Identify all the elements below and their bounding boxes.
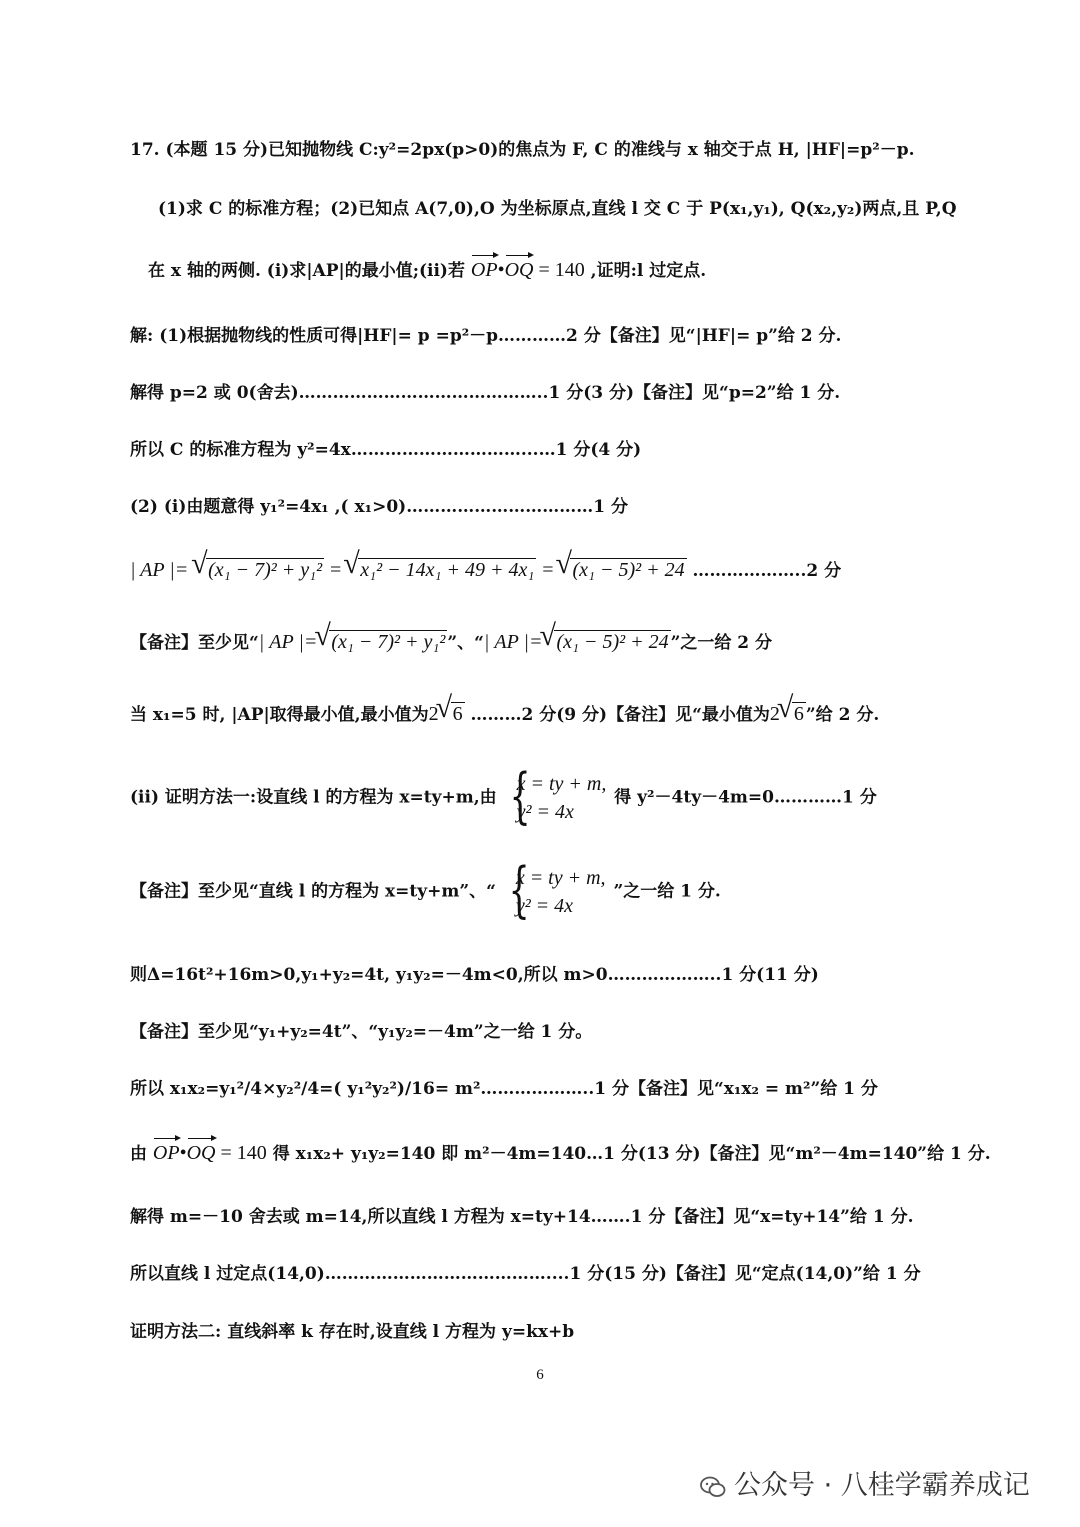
remark-line-prefix: 【备注】至少见“直线 l 的方程为 x=ty+m”、“ bbox=[130, 881, 496, 902]
dot-operator: • bbox=[497, 259, 505, 281]
solution-step-dot-product bbox=[130, 1141, 991, 1166]
min-value-prefix: 当 x₁=5 时, |AP|取得最小值,最小值为 bbox=[130, 705, 429, 725]
solution-step-delta: 则Δ=16t²+16m>0,y₁+y₂=4t, y₁y₂=－4m<0,所以 m>0………………..1 分(11 分) bbox=[130, 965, 819, 985]
method-one bbox=[130, 770, 877, 826]
problem-line-1: 17. (本题 15 分)已知抛物线 C:y²=2px(p>0)的焦点为 F, C 的准线与 x 轴交于点 H, |HF|=p²－p. bbox=[130, 140, 915, 160]
sqrt-expression-1: √ (x₁ − 7)² + y₁² bbox=[194, 558, 324, 582]
min-value-coefficient: 2 bbox=[769, 703, 780, 725]
method-two: 证明方法二: 直线斜率 k 存在时,设直线 l 方程为 y=kx+b bbox=[130, 1322, 575, 1342]
ap-score: ………………..2 分 bbox=[692, 561, 842, 581]
solution-step-m: 解得 m=－10 舍去或 m=14,所以直线 l 方程为 x=ty+14…….1 分【备注】见“x=ty+14”给 1 分. bbox=[130, 1207, 914, 1227]
system-row-2: y² = 4x bbox=[515, 895, 574, 917]
sqrt-expression-3: √ (x₁ − 5)² + 24 bbox=[542, 630, 670, 654]
method-one-prefix: (ii) 证明方法一:设直线 l 的方程为 x=ty+m,由 bbox=[130, 787, 497, 808]
method-one-suffix: 得 y²－4ty－4m=0…………1 分 bbox=[614, 787, 877, 808]
remark-ap-prefix: 【备注】至少见“ bbox=[130, 633, 259, 653]
sqrt-expression-1: √ (x₁ − 7)² + y₁² bbox=[317, 630, 447, 654]
min-value-suffix: ”给 2 分. bbox=[805, 705, 880, 725]
problem-line-3 bbox=[148, 258, 706, 283]
remark-ap-suffix: ”之一给 2 分 bbox=[670, 633, 773, 653]
solution-step-4: (2) (i)由题意得 y₁²=4x₁ ,( x₁>0)……………………………1 分 bbox=[130, 497, 628, 517]
vector-oq: OQ bbox=[504, 259, 534, 281]
equals-sign: = bbox=[542, 559, 559, 581]
dot-product-prefix: 由 bbox=[130, 1144, 147, 1164]
solution-step-1: 解: (1)根据抛物线的性质可得|HF|= p =p²－p…………2 分【备注】见“|HF|= p”给 2 分. bbox=[130, 326, 842, 346]
page-number: 6 bbox=[536, 1367, 544, 1383]
solution-step-3: 所以 C 的标准方程为 y²=4x…………………………...…1 分(4 分) bbox=[130, 440, 642, 460]
watermark bbox=[700, 1463, 1030, 1502]
remark-line bbox=[130, 864, 721, 920]
sqrt-expression-3: √ (x₁ − 5)² + 24 bbox=[558, 558, 686, 582]
wechat-icon bbox=[700, 1476, 726, 1498]
problem-line-3-suffix: ,证明:l 过定点. bbox=[584, 261, 707, 281]
ap-formula bbox=[130, 558, 841, 583]
remark-ap-separator: ”、“ bbox=[447, 633, 484, 653]
min-value-coefficient: 2 bbox=[428, 703, 439, 725]
remark-line-suffix: ”之一给 1 分. bbox=[613, 881, 721, 902]
sqrt-6: √ 6 bbox=[780, 702, 806, 726]
vector-oq: OQ bbox=[186, 1142, 216, 1164]
vector-op: OP bbox=[470, 259, 498, 281]
watermark-text: 公众号 · 八桂学霸养成记 bbox=[734, 1470, 1030, 1501]
remark-ap bbox=[130, 630, 772, 655]
vector-op: OP bbox=[152, 1142, 180, 1164]
solution-step-fixed-point: 所以直线 l 过定点(14,0)…………………………………....1 分(15 分)【备注】见“定点(14,0)”给 1 分 bbox=[130, 1264, 921, 1284]
equals-140: = 140 bbox=[533, 259, 585, 281]
dot-operator: • bbox=[179, 1142, 187, 1164]
solution-step-x1x2: 所以 x₁x₂=y₁²/4×y₂²/4=( y₁²y₂²)/16= m²………………..1 分【备注】见“x₁x₂ = m²”给 1 分 bbox=[130, 1079, 878, 1099]
problem-line-2: (1)求 C 的标准方程；(2)已知点 A(7,0),O 为坐标原点,直线 l 交 C 于 P(x₁,y₁), Q(x₂,y₂)两点,且 P,Q bbox=[158, 199, 957, 219]
dot-product-suffix: 得 x₁x₂+ y₁y₂=140 即 m²－4m=140…1 分(13 分)【备注】见“m²－4m=140”给 1 分. bbox=[266, 1144, 991, 1164]
sqrt-6: √ 6 bbox=[439, 702, 465, 726]
ap-lhs: | AP |= bbox=[130, 559, 189, 581]
ap-lhs: | AP |= bbox=[258, 631, 318, 653]
system-row-1: { x = ty + m, bbox=[516, 773, 607, 795]
system-row-2: y² = 4x bbox=[516, 801, 574, 823]
solution-step-2: 解得 p=2 或 0(舍去)……………………………………..1 分(3 分)【备注】见“p=2”给 1 分. bbox=[130, 383, 841, 403]
problem-line-3-prefix: 在 x 轴的两侧. (i)求|AP|的最小值;(ii)若 bbox=[148, 261, 465, 281]
ap-lhs: | AP |= bbox=[483, 631, 543, 653]
remark-vieta: 【备注】至少见“y₁+y₂=4t”、“y₁y₂=－4m”之一给 1 分。 bbox=[130, 1022, 593, 1042]
equals-140: = 140 bbox=[215, 1142, 267, 1164]
sqrt-expression-2: √ x₁² − 14x₁ + 49 + 4x₁ bbox=[346, 558, 536, 582]
solution-step-min bbox=[130, 702, 879, 727]
equation-system bbox=[504, 864, 606, 920]
equals-sign: = bbox=[330, 559, 347, 581]
min-value-mid: ………2 分(9 分)【备注】见“最小值为 bbox=[464, 705, 770, 725]
equation-system bbox=[505, 770, 607, 826]
system-row-1: { x = ty + m, bbox=[515, 867, 606, 889]
